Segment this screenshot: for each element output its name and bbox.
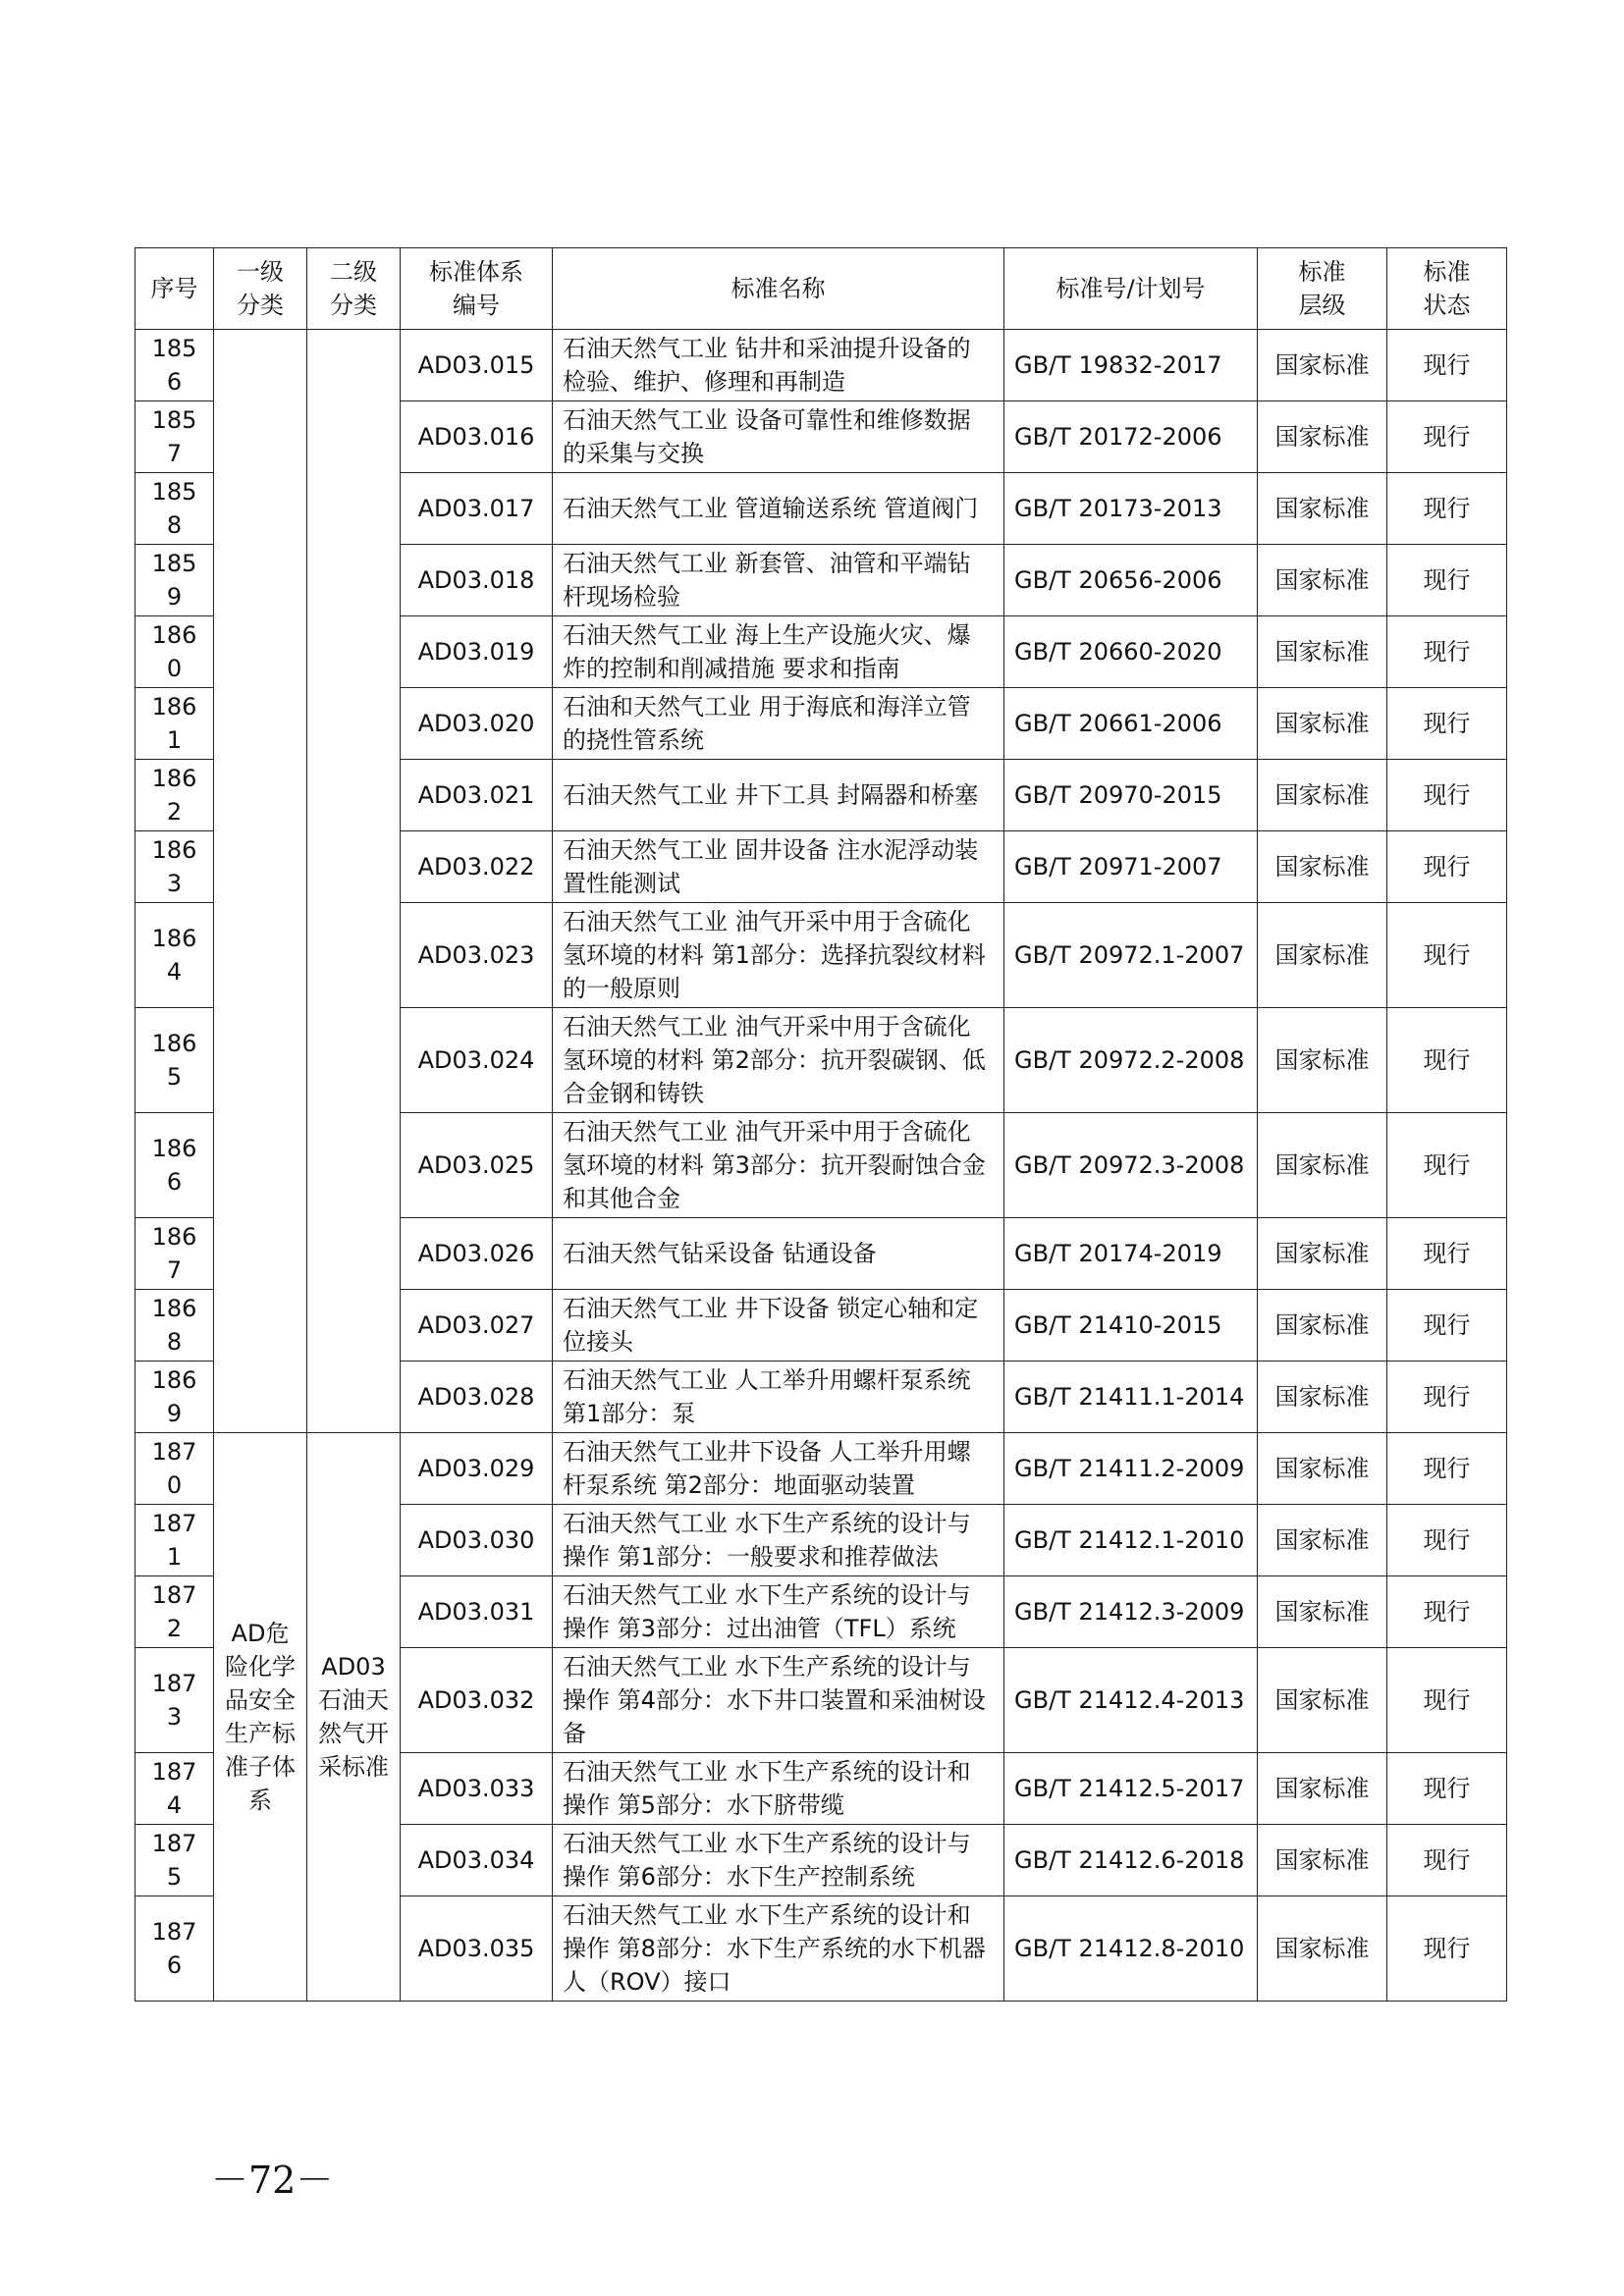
- row-level: 国家标准: [1258, 1218, 1387, 1290]
- header-cat1: 一级 分类: [214, 248, 307, 330]
- row-level: 国家标准: [1258, 1648, 1387, 1753]
- row-number: GB/T 21412.3-2009: [1004, 1576, 1258, 1648]
- row-code: AD03.030: [401, 1505, 553, 1576]
- row-code: AD03.035: [401, 1896, 553, 2002]
- row-status: 现行: [1387, 1113, 1507, 1218]
- row-code: AD03.015: [401, 330, 553, 401]
- row-number: GB/T 21412.5-2017: [1004, 1753, 1258, 1825]
- row-level: 国家标准: [1258, 545, 1387, 616]
- row-code: AD03.025: [401, 1113, 553, 1218]
- row-code: AD03.022: [401, 831, 553, 903]
- row-status: 现行: [1387, 1433, 1507, 1505]
- row-number: GB/T 20656-2006: [1004, 545, 1258, 616]
- row-name: 石油天然气工业 油气开采中用于含硫化氢环境的材料 第2部分：抗开裂碳钢、低合金钢和铸铁: [553, 1008, 1004, 1113]
- row-name: 石油天然气工业 钻井和采油提升设备的检验、维护、修理和再制造: [553, 330, 1004, 401]
- row-seq: 1864: [135, 903, 214, 1008]
- row-status: 现行: [1387, 1753, 1507, 1825]
- row-seq: 1866: [135, 1113, 214, 1218]
- row-code: AD03.019: [401, 616, 553, 688]
- row-number: GB/T 20660-2020: [1004, 616, 1258, 688]
- row-seq: 1867: [135, 1218, 214, 1290]
- row-number: GB/T 21411.2-2009: [1004, 1433, 1258, 1505]
- row-code: AD03.018: [401, 545, 553, 616]
- row-name: 石油天然气工业 井下设备 锁定心轴和定位接头: [553, 1290, 1004, 1362]
- row-name: 石油天然气工业 水下生产系统的设计与操作 第1部分：一般要求和推荐做法: [553, 1505, 1004, 1576]
- table-header: [135, 248, 1507, 330]
- row-level: 国家标准: [1258, 1113, 1387, 1218]
- row-status: 现行: [1387, 1576, 1507, 1648]
- row-code: AD03.034: [401, 1825, 553, 1896]
- row-number: GB/T 21412.8-2010: [1004, 1896, 1258, 2002]
- row-code: AD03.016: [401, 401, 553, 473]
- row-code: AD03.033: [401, 1753, 553, 1825]
- row-level: 国家标准: [1258, 1362, 1387, 1433]
- row-code: AD03.024: [401, 1008, 553, 1113]
- row-status: 现行: [1387, 545, 1507, 616]
- row-seq: 1872: [135, 1576, 214, 1648]
- row-level: 国家标准: [1258, 1576, 1387, 1648]
- row-name: 石油天然气工业 井下工具 封隔器和桥塞: [553, 760, 1004, 831]
- row-level: 国家标准: [1258, 1008, 1387, 1113]
- row-code: AD03.031: [401, 1576, 553, 1648]
- row-name: 石油天然气工业 水下生产系统的设计和操作 第8部分：水下生产系统的水下机器人（ROV）接口: [553, 1896, 1004, 2002]
- header-name: 标准名称: [553, 248, 1004, 330]
- header-cat2: 二级 分类: [307, 248, 401, 330]
- row-code: AD03.032: [401, 1648, 553, 1753]
- row-level: 国家标准: [1258, 1433, 1387, 1505]
- row-level: 国家标准: [1258, 831, 1387, 903]
- row-number: GB/T 21412.4-2013: [1004, 1648, 1258, 1753]
- row-seq: 1874: [135, 1753, 214, 1825]
- row-code: AD03.027: [401, 1290, 553, 1362]
- row-name: 石油天然气工业 水下生产系统的设计与操作 第4部分：水下井口装置和采油树设备: [553, 1648, 1004, 1753]
- row-seq: 1859: [135, 545, 214, 616]
- row-level: 国家标准: [1258, 1896, 1387, 2002]
- row-level: 国家标准: [1258, 616, 1387, 688]
- row-level: 国家标准: [1258, 473, 1387, 545]
- row-code: AD03.029: [401, 1433, 553, 1505]
- row-name: 石油天然气工业 油气开采中用于含硫化氢环境的材料 第3部分：抗开裂耐蚀合金和其他合金: [553, 1113, 1004, 1218]
- row-status: 现行: [1387, 1505, 1507, 1576]
- header-row: [135, 248, 1507, 330]
- row-name: 石油天然气工业 管道输送系统 管道阀门: [553, 473, 1004, 545]
- row-seq: 1861: [135, 688, 214, 760]
- row-number: GB/T 20970-2015: [1004, 760, 1258, 831]
- row-seq: 1875: [135, 1825, 214, 1896]
- row-number: GB/T 21410-2015: [1004, 1290, 1258, 1362]
- row-level: 国家标准: [1258, 1505, 1387, 1576]
- row-status: 现行: [1387, 401, 1507, 473]
- row-status: 现行: [1387, 1290, 1507, 1362]
- row-seq: 1869: [135, 1362, 214, 1433]
- cat1-cell-top: [214, 330, 307, 1433]
- row-seq: 1860: [135, 616, 214, 688]
- row-code: AD03.023: [401, 903, 553, 1008]
- row-status: 现行: [1387, 903, 1507, 1008]
- cat2-cell-top: [307, 330, 401, 1433]
- row-code: AD03.026: [401, 1218, 553, 1290]
- row-name: 石油天然气工业 设备可靠性和维修数据的采集与交换: [553, 401, 1004, 473]
- row-number: GB/T 20174-2019: [1004, 1218, 1258, 1290]
- cat1-cell: AD危险化学品安全生产标准子体系: [214, 1433, 307, 2002]
- row-name: 石油天然气钻采设备 钻通设备: [553, 1218, 1004, 1290]
- row-seq: 1858: [135, 473, 214, 545]
- row-status: 现行: [1387, 688, 1507, 760]
- row-name: 石油和天然气工业 用于海底和海洋立管的挠性管系统: [553, 688, 1004, 760]
- row-seq: 1865: [135, 1008, 214, 1113]
- row-seq: 1862: [135, 760, 214, 831]
- row-number: GB/T 20972.1-2007: [1004, 903, 1258, 1008]
- page-number: －72－: [211, 2159, 334, 2202]
- row-status: 现行: [1387, 831, 1507, 903]
- row-level: 国家标准: [1258, 903, 1387, 1008]
- row-level: 国家标准: [1258, 401, 1387, 473]
- row-code: AD03.020: [401, 688, 553, 760]
- row-name: 石油天然气工业 固井设备 注水泥浮动装置性能测试: [553, 831, 1004, 903]
- row-seq: 1870: [135, 1433, 214, 1505]
- row-status: 现行: [1387, 1218, 1507, 1290]
- row-name: 石油天然气工业 人工举升用螺杆泵系统 第1部分：泵: [553, 1362, 1004, 1433]
- row-number: GB/T 21412.1-2010: [1004, 1505, 1258, 1576]
- row-status: 现行: [1387, 1648, 1507, 1753]
- row-seq: 1876: [135, 1896, 214, 2002]
- cat2-cell: AD03石油天然气开采标准: [307, 1433, 401, 2002]
- row-name: 石油天然气工业 油气开采中用于含硫化氢环境的材料 第1部分：选择抗裂纹材料的一般原则: [553, 903, 1004, 1008]
- row-number: GB/T 20972.2-2008: [1004, 1008, 1258, 1113]
- row-seq: 1856: [135, 330, 214, 401]
- row-name: 石油天然气工业 新套管、油管和平端钻杆现场检验: [553, 545, 1004, 616]
- row-status: 现行: [1387, 1825, 1507, 1896]
- row-level: 国家标准: [1258, 1290, 1387, 1362]
- standards-table: [135, 247, 1507, 2002]
- table-row: [135, 1433, 1507, 1505]
- row-number: GB/T 20971-2007: [1004, 831, 1258, 903]
- row-seq: 1873: [135, 1648, 214, 1753]
- row-name: 石油天然气工业 水下生产系统的设计与操作 第3部分：过出油管（TFL）系统: [553, 1576, 1004, 1648]
- row-level: 国家标准: [1258, 688, 1387, 760]
- row-level: 国家标准: [1258, 330, 1387, 401]
- row-number: GB/T 20972.3-2008: [1004, 1113, 1258, 1218]
- row-number: GB/T 20172-2006: [1004, 401, 1258, 473]
- row-name: 石油天然气工业 海上生产设施火灾、爆炸的控制和削减措施 要求和指南: [553, 616, 1004, 688]
- row-status: 现行: [1387, 616, 1507, 688]
- row-seq: 1863: [135, 831, 214, 903]
- header-seq: 序号: [135, 248, 214, 330]
- row-status: 现行: [1387, 1008, 1507, 1113]
- row-status: 现行: [1387, 1896, 1507, 2002]
- row-code: AD03.028: [401, 1362, 553, 1433]
- row-name: 石油天然气工业 水下生产系统的设计与操作 第6部分：水下生产控制系统: [553, 1825, 1004, 1896]
- row-number: GB/T 20661-2006: [1004, 688, 1258, 760]
- row-number: GB/T 19832-2017: [1004, 330, 1258, 401]
- row-level: 国家标准: [1258, 1753, 1387, 1825]
- row-seq: 1857: [135, 401, 214, 473]
- row-status: 现行: [1387, 330, 1507, 401]
- header-status: 标准 状态: [1387, 248, 1507, 330]
- header-code: 标准体系 编号: [401, 248, 553, 330]
- table-row: [135, 330, 1507, 401]
- row-code: AD03.017: [401, 473, 553, 545]
- row-status: 现行: [1387, 473, 1507, 545]
- row-seq: 1871: [135, 1505, 214, 1576]
- row-number: GB/T 21412.6-2018: [1004, 1825, 1258, 1896]
- row-level: 国家标准: [1258, 760, 1387, 831]
- row-seq: 1868: [135, 1290, 214, 1362]
- row-number: GB/T 20173-2013: [1004, 473, 1258, 545]
- row-level: 国家标准: [1258, 1825, 1387, 1896]
- header-level: 标准 层级: [1258, 248, 1387, 330]
- row-status: 现行: [1387, 760, 1507, 831]
- row-status: 现行: [1387, 1362, 1507, 1433]
- row-name: 石油天然气工业 水下生产系统的设计和操作 第5部分：水下脐带缆: [553, 1753, 1004, 1825]
- header-number: 标准号/计划号: [1004, 248, 1258, 330]
- table-body: [135, 330, 1507, 2002]
- row-name: 石油天然气工业井下设备 人工举升用螺杆泵系统 第2部分：地面驱动装置: [553, 1433, 1004, 1505]
- row-number: GB/T 21411.1-2014: [1004, 1362, 1258, 1433]
- row-code: AD03.021: [401, 760, 553, 831]
